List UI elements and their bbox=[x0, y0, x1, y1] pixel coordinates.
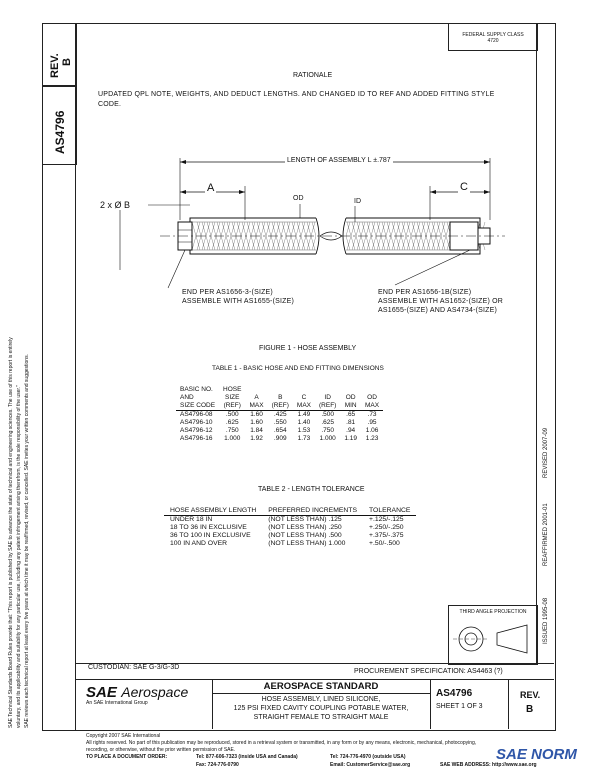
title-block-v2 bbox=[430, 679, 431, 729]
table1-header-cell: (REF) bbox=[219, 402, 245, 411]
table2-cell: UNDER 18 IN bbox=[170, 516, 213, 523]
table1-header-cell: B bbox=[278, 394, 283, 401]
sheet-number: SHEET 1 OF 3 bbox=[436, 703, 483, 710]
table2-cell: 100 IN AND OVER bbox=[170, 540, 228, 547]
table2-cell: (NOT LESS THAN) .500 bbox=[268, 532, 342, 539]
table1-cell: 1.19 bbox=[344, 435, 357, 442]
table1-cell: .750 bbox=[321, 427, 334, 434]
title-underline bbox=[212, 693, 430, 694]
table1-cell: .909 bbox=[273, 435, 287, 442]
title-block-v3 bbox=[508, 679, 509, 729]
logo-sae: SAE bbox=[86, 684, 117, 701]
table1 bbox=[176, 386, 383, 443]
table1-cell: .500 bbox=[225, 411, 239, 418]
table1-cell: AS4796-08 bbox=[180, 411, 213, 418]
logo-aerospace: Aerospace bbox=[121, 684, 189, 700]
table1-cell: .500 bbox=[321, 411, 334, 418]
table2-cell: 18 TO 36 IN EXCLUSIVE bbox=[170, 524, 247, 531]
table2-cell: (NOT LESS THAN) .250 bbox=[268, 524, 342, 531]
rev-label: REV. bbox=[520, 690, 541, 700]
figure-caption: FIGURE 1 - HOSE ASSEMBLY bbox=[259, 345, 357, 352]
table1-cell: 1.73 bbox=[297, 435, 311, 442]
doc-number-side: AS4796 bbox=[53, 110, 67, 154]
table1-header-cell: MAX bbox=[361, 402, 383, 411]
fed-supply-line1: FEDERAL SUPPLY CLASS bbox=[462, 32, 524, 38]
table1-row bbox=[176, 435, 383, 443]
table1-cell: .425 bbox=[273, 411, 287, 418]
table2-row bbox=[164, 532, 416, 540]
table1-row bbox=[176, 411, 383, 420]
table1-cell: .750 bbox=[225, 427, 239, 434]
table1-header-cell bbox=[315, 386, 340, 394]
table1-cell: .625 bbox=[321, 419, 334, 426]
title-block-mid-line bbox=[75, 679, 554, 680]
hose-assembly-figure bbox=[90, 150, 535, 350]
table1-header-cell: MAX bbox=[245, 402, 267, 411]
custodian: CUSTODIAN: SAE G-3/G-3D bbox=[88, 664, 180, 671]
table1-cell: 1.000 bbox=[319, 435, 336, 442]
projection-label: THIRD ANGLE PROJECTION bbox=[459, 609, 527, 615]
table1-header-cell: BASIC NO. bbox=[180, 386, 213, 393]
table1-header-cell bbox=[245, 386, 267, 394]
table1-cell: 1.60 bbox=[250, 411, 263, 418]
table1-cell: .94 bbox=[346, 427, 356, 434]
table2-header-cell: PREFERRED INCREMENTS bbox=[262, 507, 363, 516]
dim-dia-b-label: 2 x Ø B bbox=[100, 200, 131, 210]
projection-symbol-icon bbox=[449, 615, 537, 659]
table1-cell: .625 bbox=[225, 419, 239, 426]
table2-cell: 36 TO 100 IN EXCLUSIVE bbox=[170, 532, 251, 539]
rev-label-side: REV. bbox=[49, 53, 61, 78]
table1-cell: .550 bbox=[273, 419, 287, 426]
table1-header-cell bbox=[361, 386, 383, 394]
fed-supply-line2: 4720 bbox=[487, 38, 499, 44]
table1-header-cell: MAX bbox=[293, 402, 315, 411]
table1-title: TABLE 1 - BASIC HOSE AND END FITTING DIMENSIONS bbox=[212, 365, 384, 372]
table1-row bbox=[176, 427, 383, 435]
end-right-line3: AS1655-(SIZE) AND AS4734-(SIZE) bbox=[378, 307, 498, 314]
table1-header-cell: SIZE bbox=[225, 394, 240, 401]
tel-outside: Tel: 724-776-4970 (outside USA) bbox=[330, 754, 406, 760]
table2-row bbox=[164, 516, 416, 525]
left-strip-divider bbox=[75, 23, 76, 731]
table1-cell: AS4796-16 bbox=[180, 435, 213, 442]
dim-od-label: OD bbox=[293, 195, 304, 202]
table2-header-cell: TOLERANCE bbox=[363, 507, 416, 516]
table1-cell: AS4796-12 bbox=[180, 427, 213, 434]
end-left-line2: ASSEMBLE WITH AS1655-(SIZE) bbox=[182, 298, 294, 305]
table1-header-cell: OD bbox=[345, 394, 356, 401]
fax: Fax: 724-776-0790 bbox=[196, 762, 239, 768]
table2-cell: +.50/-.500 bbox=[369, 540, 400, 547]
projection-box bbox=[448, 605, 538, 665]
sae-notice-line2: voluntary, and its applicability and suitability for any particular use, including any patent infringement arising therefrom, is the sole responsibility of the user." bbox=[16, 385, 22, 728]
sae-aerospace-logo bbox=[86, 684, 188, 706]
table1-cell: 1.06 bbox=[365, 427, 379, 434]
end-right-line2: ASSEMBLE WITH AS1652-(SIZE) OR bbox=[378, 298, 504, 305]
table1-cell: 1.53 bbox=[297, 427, 311, 434]
end-right-line1: END PER AS1656-1B(SIZE) bbox=[378, 289, 472, 296]
table2-cell: +.250/-.250 bbox=[369, 524, 404, 531]
rights-line1: All rights reserved. No part of this publication may be reproduced, stored in a retrieval system or transmitted, in any form or by any means, electronic, mechanical, photocopying, bbox=[86, 740, 477, 746]
table2-row bbox=[164, 540, 416, 548]
doc-number: AS4796 bbox=[436, 688, 473, 699]
table1-header-cell: AND bbox=[180, 394, 194, 401]
table1-header-cell: SIZE CODE bbox=[176, 402, 219, 411]
table1-cell: .95 bbox=[367, 419, 377, 426]
table1-cell: 1.60 bbox=[250, 419, 263, 426]
table1-header-cell: A bbox=[254, 394, 259, 401]
desc-line2: 125 PSI FIXED CAVITY COUPLING POTABLE WATER, bbox=[233, 705, 409, 712]
table2-row bbox=[164, 524, 416, 532]
logo-subtitle: An SAE International Group bbox=[86, 700, 148, 706]
table1-cell: 1.23 bbox=[365, 435, 379, 442]
table1-header-cell bbox=[340, 386, 361, 394]
table2 bbox=[164, 507, 416, 548]
issued-date: ISSUED 1995-08 bbox=[543, 597, 549, 644]
rights-line2: recording, or otherwise, without the prior written permission of SAE. bbox=[86, 747, 236, 753]
standard-title: AEROSPACE STANDARD bbox=[263, 681, 379, 692]
table1-header-cell: (REF) bbox=[315, 402, 340, 411]
table1-cell: 1.92 bbox=[250, 435, 263, 442]
table1-cell: AS4796-10 bbox=[180, 419, 213, 426]
table2-cell: (NOT LESS THAN) 1.000 bbox=[268, 540, 346, 547]
table1-cell: 1.84 bbox=[250, 427, 263, 434]
end-left-line1: END PER AS1656-3-(SIZE) bbox=[182, 289, 273, 296]
table1-header-cell bbox=[293, 386, 315, 394]
reaffirmed-date: REAFFIRMED 2001-01 bbox=[543, 503, 549, 566]
email: Email: CustomerService@sae.org bbox=[330, 762, 411, 768]
table2-cell: +.125/-.125 bbox=[369, 516, 404, 523]
table1-cell: 1.000 bbox=[224, 435, 241, 442]
copyright: Copyright 2007 SAE International bbox=[86, 733, 161, 739]
table1-header-cell: OD bbox=[367, 394, 377, 401]
table1-cell: .65 bbox=[346, 411, 356, 418]
dim-id-label: ID bbox=[354, 198, 361, 205]
rationale-text: UPDATED QPL NOTE, WEIGHTS, AND DEDUCT LENGTHS. AND CHANGED ID TO REF AND ADDED FITTING STYLE CODE. bbox=[98, 91, 495, 108]
desc-line1: HOSE ASSEMBLY, LINED SILICONE, bbox=[261, 696, 381, 703]
rev-box-side bbox=[42, 23, 77, 87]
table2-cell: (NOT LESS THAN) .125 bbox=[268, 516, 342, 523]
right-strip-divider bbox=[536, 23, 537, 663]
table1-header-cell: HOSE bbox=[223, 386, 242, 393]
tel-inside: Tel: 877-606-7323 (inside USA and Canada) bbox=[196, 754, 298, 760]
table1-header-row bbox=[176, 394, 383, 402]
rev-value: B bbox=[526, 704, 534, 715]
table1-header-cell: C bbox=[301, 394, 307, 401]
desc-line3: STRAIGHT FEMALE TO STRAIGHT MALE bbox=[253, 714, 389, 721]
table1-header-cell: MIN bbox=[340, 402, 361, 411]
order-label: TO PLACE A DOCUMENT ORDER: bbox=[86, 754, 168, 760]
rationale-heading: RATIONALE bbox=[293, 72, 333, 79]
table1-header-row bbox=[176, 402, 383, 411]
table1-row bbox=[176, 419, 383, 427]
dim-c-label: C bbox=[460, 181, 468, 193]
sae-notice-line1: SAE Technical Standards Board Rules provide that: "This report is published by SAE to advance the state of technical and engineering sciences. The use of this report is entirely bbox=[8, 337, 14, 728]
table2-title: TABLE 2 - LENGTH TOLERANCE bbox=[258, 486, 365, 493]
web-address: SAE WEB ADDRESS: http://www.sae.org bbox=[440, 762, 537, 768]
table1-header-cell: (REF) bbox=[268, 402, 293, 411]
table1-cell: .81 bbox=[346, 419, 356, 426]
sae-notice-line3: SAE reviews each technical report at least every five years at which time it may be reaffirmed, revised, or cancelled. SAE invites your written comments and suggestions. bbox=[24, 354, 30, 728]
table1-cell: .654 bbox=[273, 427, 287, 434]
rev-value-side: B bbox=[61, 58, 73, 66]
table2-cell: +.375/-.375 bbox=[369, 532, 404, 539]
table1-header-cell: ID bbox=[324, 394, 331, 401]
table1-cell: .73 bbox=[367, 411, 377, 418]
table2-header-cell: HOSE ASSEMBLY LENGTH bbox=[164, 507, 262, 516]
doc-number-box-side bbox=[42, 85, 77, 165]
fed-supply-box bbox=[448, 23, 538, 51]
length-of-assembly-label: LENGTH OF ASSEMBLY L ±.787 bbox=[287, 157, 391, 164]
procurement-spec: PROCUREMENT SPECIFICATION: AS4463 (?) bbox=[354, 668, 503, 675]
dim-a-label: A bbox=[207, 182, 215, 194]
table1-cell: 1.49 bbox=[297, 411, 311, 418]
revised-date: REVISED 2007-09 bbox=[543, 427, 549, 478]
table1-cell: 1.40 bbox=[297, 419, 311, 426]
sae-norm-watermark: SAE NORM bbox=[496, 746, 577, 763]
table1-header-row bbox=[176, 386, 383, 394]
table1-header-cell bbox=[268, 386, 293, 394]
